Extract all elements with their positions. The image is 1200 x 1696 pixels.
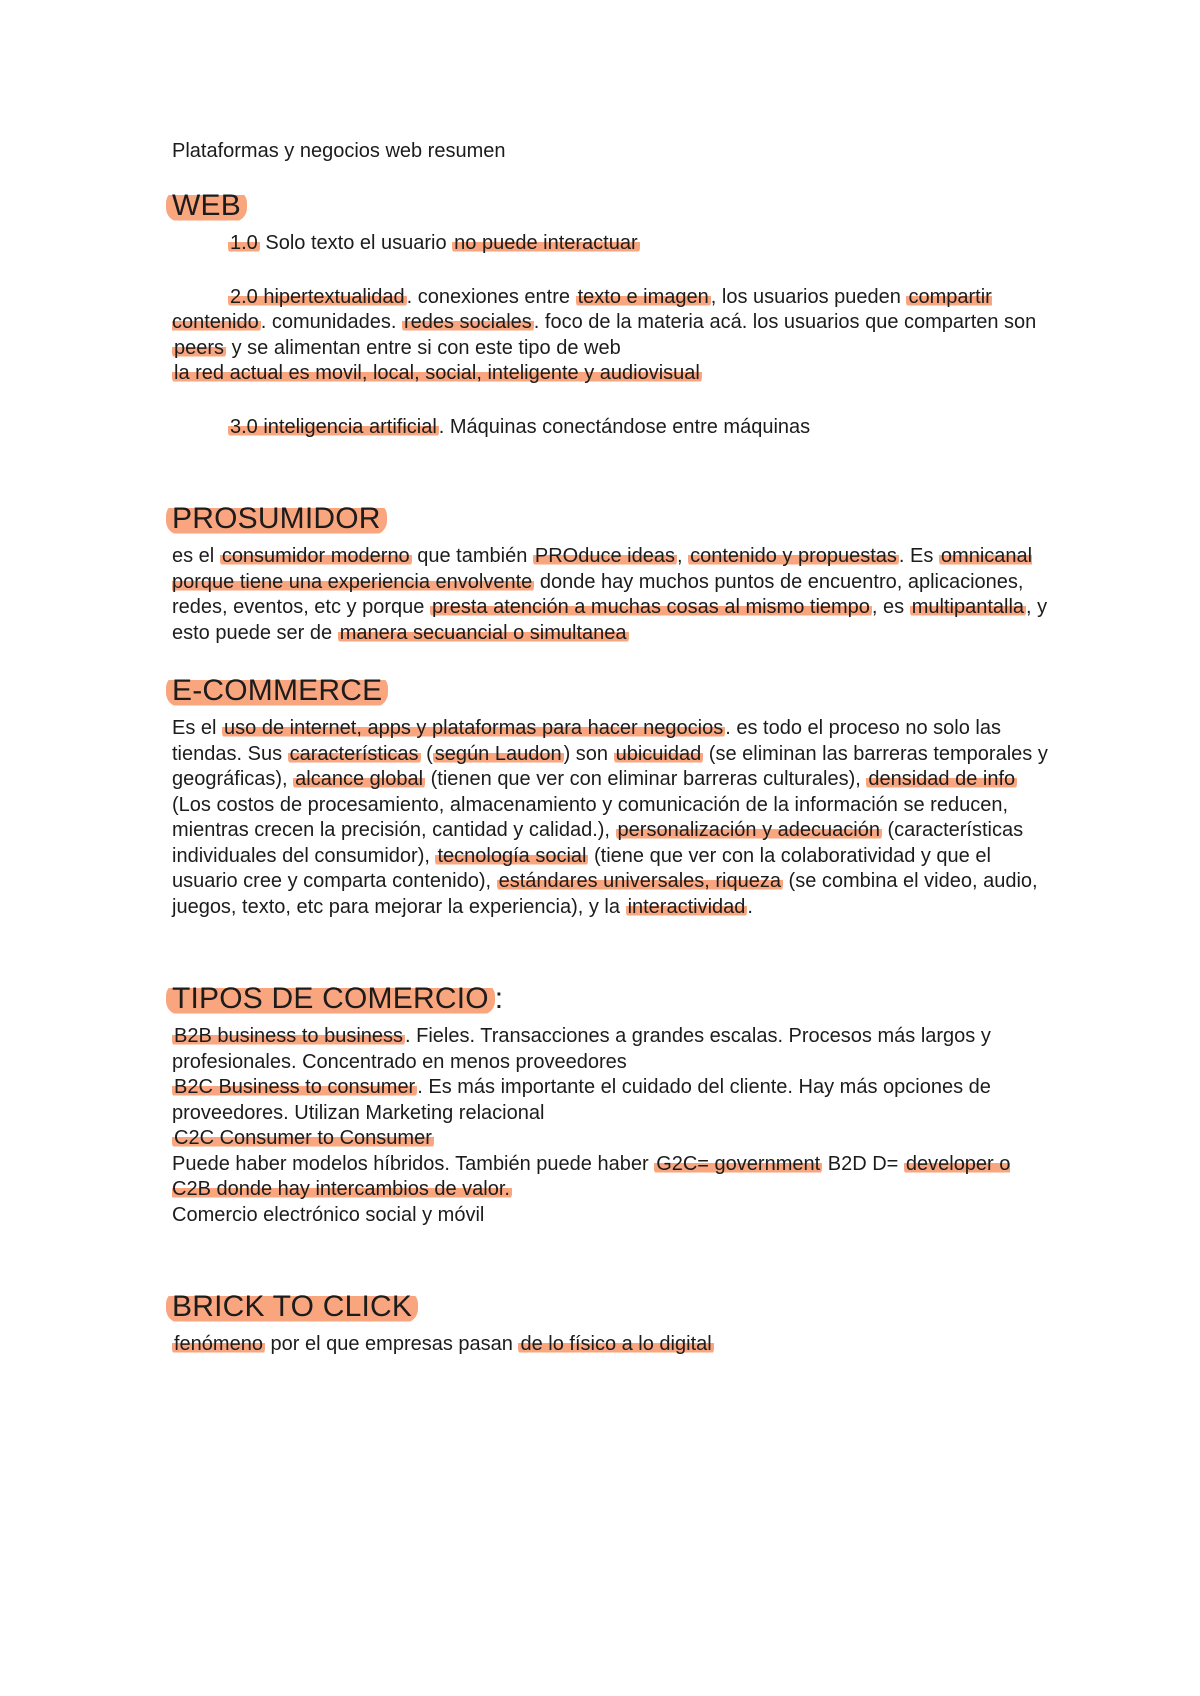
text: . foco de la materia acá. los usuarios que comparten son: [533, 311, 1037, 333]
text: que también: [411, 545, 533, 567]
web-2-0-paragraph: [172, 285, 1052, 387]
heading-ecommerce-text: E-COMMERCE: [166, 674, 388, 707]
section-brick-to-click: [172, 1290, 1052, 1358]
highlight: de lo físico a lo digital: [520, 1333, 712, 1355]
highlight: 3.0 inteligencia artificial: [230, 415, 437, 438]
highlight: multipantalla: [911, 596, 1025, 618]
text: (Los costos de procesamiento, almacenamiento y comunicación de la información se reducen, mientras crecen la precisión, cantidad y calidad.),: [172, 793, 1008, 841]
section-ecommerce: [172, 674, 1052, 920]
heading-prosumidor: [172, 502, 1052, 536]
text: (tiene que ver con la colaboratividad y que el usuario cree y comparta contenido),: [172, 844, 991, 892]
prosumidor-paragraph: [172, 544, 1052, 646]
text: . es todo el proceso no solo las tiendas. Sus: [172, 717, 1001, 765]
heading-tipos-text: TIPOS DE COMERCIO: [166, 982, 495, 1015]
highlight: no puede interactuar: [454, 232, 638, 254]
text: (: [420, 742, 433, 765]
b2c-paragraph: [172, 1075, 1052, 1126]
highlight: personalización y adecuación: [617, 819, 880, 841]
highlight: B2C Business to consumer: [174, 1076, 416, 1098]
highlight: densidad de info: [868, 768, 1016, 790]
text: . Máquinas conectándose entre máquinas: [438, 415, 811, 438]
text: B2D D=: [822, 1152, 904, 1175]
heading-brick-to-click: [172, 1290, 1052, 1324]
text: , los usuarios pueden: [710, 285, 907, 308]
text: donde hay muchos puntos de encuentro, aplicaciones, redes, eventos, etc y porque: [172, 570, 1024, 618]
text: Es el: [172, 717, 223, 739]
b2b-paragraph: [172, 1024, 1052, 1075]
highlight: tecnología social: [437, 844, 587, 867]
text: (tienen que ver con eliminar barreras culturales),: [425, 768, 867, 790]
section-tipos-de-comercio: [172, 982, 1052, 1228]
text: Solo texto el usuario: [259, 232, 453, 254]
text: , es: [871, 596, 910, 618]
ecommerce-paragraph: [172, 716, 1052, 920]
brick-paragraph: [172, 1332, 1052, 1358]
highlight: B2B business to business: [174, 1025, 404, 1047]
text: .: [747, 895, 753, 918]
highlight: 2.0 hipertextualidad: [230, 285, 405, 308]
text: es el: [172, 545, 220, 567]
heading-tipos-colon: :: [494, 982, 504, 1015]
highlight: la red actual es movil, local, social, inteligente y audiovisual: [174, 362, 700, 384]
social-mobile-line: Comercio electrónico social y móvil: [172, 1203, 485, 1226]
heading-brick-text: BRICK TO CLICK: [166, 1290, 418, 1323]
heading-prosumidor-text: PROSUMIDOR: [166, 502, 387, 535]
highlight: PROduce ideas: [534, 545, 675, 567]
highlight: estándares universales, riqueza: [498, 870, 781, 892]
text: . Es más importante el cuidado del cliente. Hay más opciones de proveedores. Utilizan Marketing relacional: [172, 1076, 991, 1124]
highlight: interactividad: [627, 895, 746, 918]
highlight: características: [289, 742, 419, 765]
text: y se alimentan entre si con este tipo de web: [226, 336, 621, 359]
web-3-0-paragraph: [172, 415, 1052, 441]
document-title: Plataformas y negocios web resumen: [172, 140, 506, 162]
section-prosumidor: [172, 502, 1052, 646]
text: . conexiones entre: [406, 285, 576, 308]
heading-ecommerce: [172, 674, 1052, 708]
section-web: [172, 189, 1052, 440]
highlight: alcance global: [295, 768, 424, 790]
text: . comunidades.: [260, 311, 402, 333]
heading-web-text: WEB: [166, 189, 247, 222]
text: (se combina el video, audio, juegos, texto, etc para mejorar la experiencia), y la: [172, 870, 1038, 918]
highlight: manera secuancial o simultanea: [339, 621, 627, 644]
highlight: peers: [174, 336, 225, 359]
highlight: según Laudon: [434, 742, 562, 765]
highlight: 1.0: [230, 232, 258, 254]
text: Puede haber modelos híbridos. También puede haber: [172, 1152, 655, 1175]
text: ,: [676, 545, 689, 567]
highlight: consumidor moderno: [221, 545, 410, 567]
text: . Es: [898, 545, 939, 567]
web-1-0-paragraph: [172, 231, 1052, 257]
highlight: developer o C2B donde hay intercambios de valor.: [172, 1152, 1011, 1200]
highlight: G2C= government: [656, 1152, 821, 1175]
text: (se eliminan las barreras temporales y geográficas),: [172, 742, 1048, 790]
highlight: redes sociales: [403, 311, 532, 333]
c2c-paragraph: [172, 1126, 1052, 1152]
highlight: texto e imagen: [577, 285, 709, 308]
highlight: presta atención a muchas cosas al mismo tiempo: [431, 596, 870, 618]
text: , y esto puede ser de: [172, 596, 1048, 644]
highlight: fenómeno: [174, 1333, 263, 1355]
document: [172, 140, 1052, 1358]
heading-web: [172, 189, 1052, 223]
highlight: contenido y propuestas: [690, 545, 897, 567]
highlight: C2C Consumer to Consumer: [174, 1127, 432, 1149]
highlight: compartir contenido: [172, 285, 992, 333]
highlight: uso de internet, apps y plataformas para hacer negocios: [224, 717, 724, 739]
hybrid-paragraph: [172, 1152, 1052, 1203]
highlight: omnicanal porque tiene una experiencia envolvente: [172, 545, 1033, 593]
text: . Fieles. Transacciones a grandes escalas. Procesos más largos y profesionales. Concentrado en menos proveedores: [172, 1025, 991, 1073]
text: por el que empresas pasan: [264, 1333, 519, 1355]
text: (características individuales del consumidor),: [172, 819, 1024, 867]
text: ) son: [563, 742, 614, 765]
highlight: ubicuidad: [615, 742, 702, 765]
heading-tipos-de-comercio: [172, 982, 1052, 1016]
